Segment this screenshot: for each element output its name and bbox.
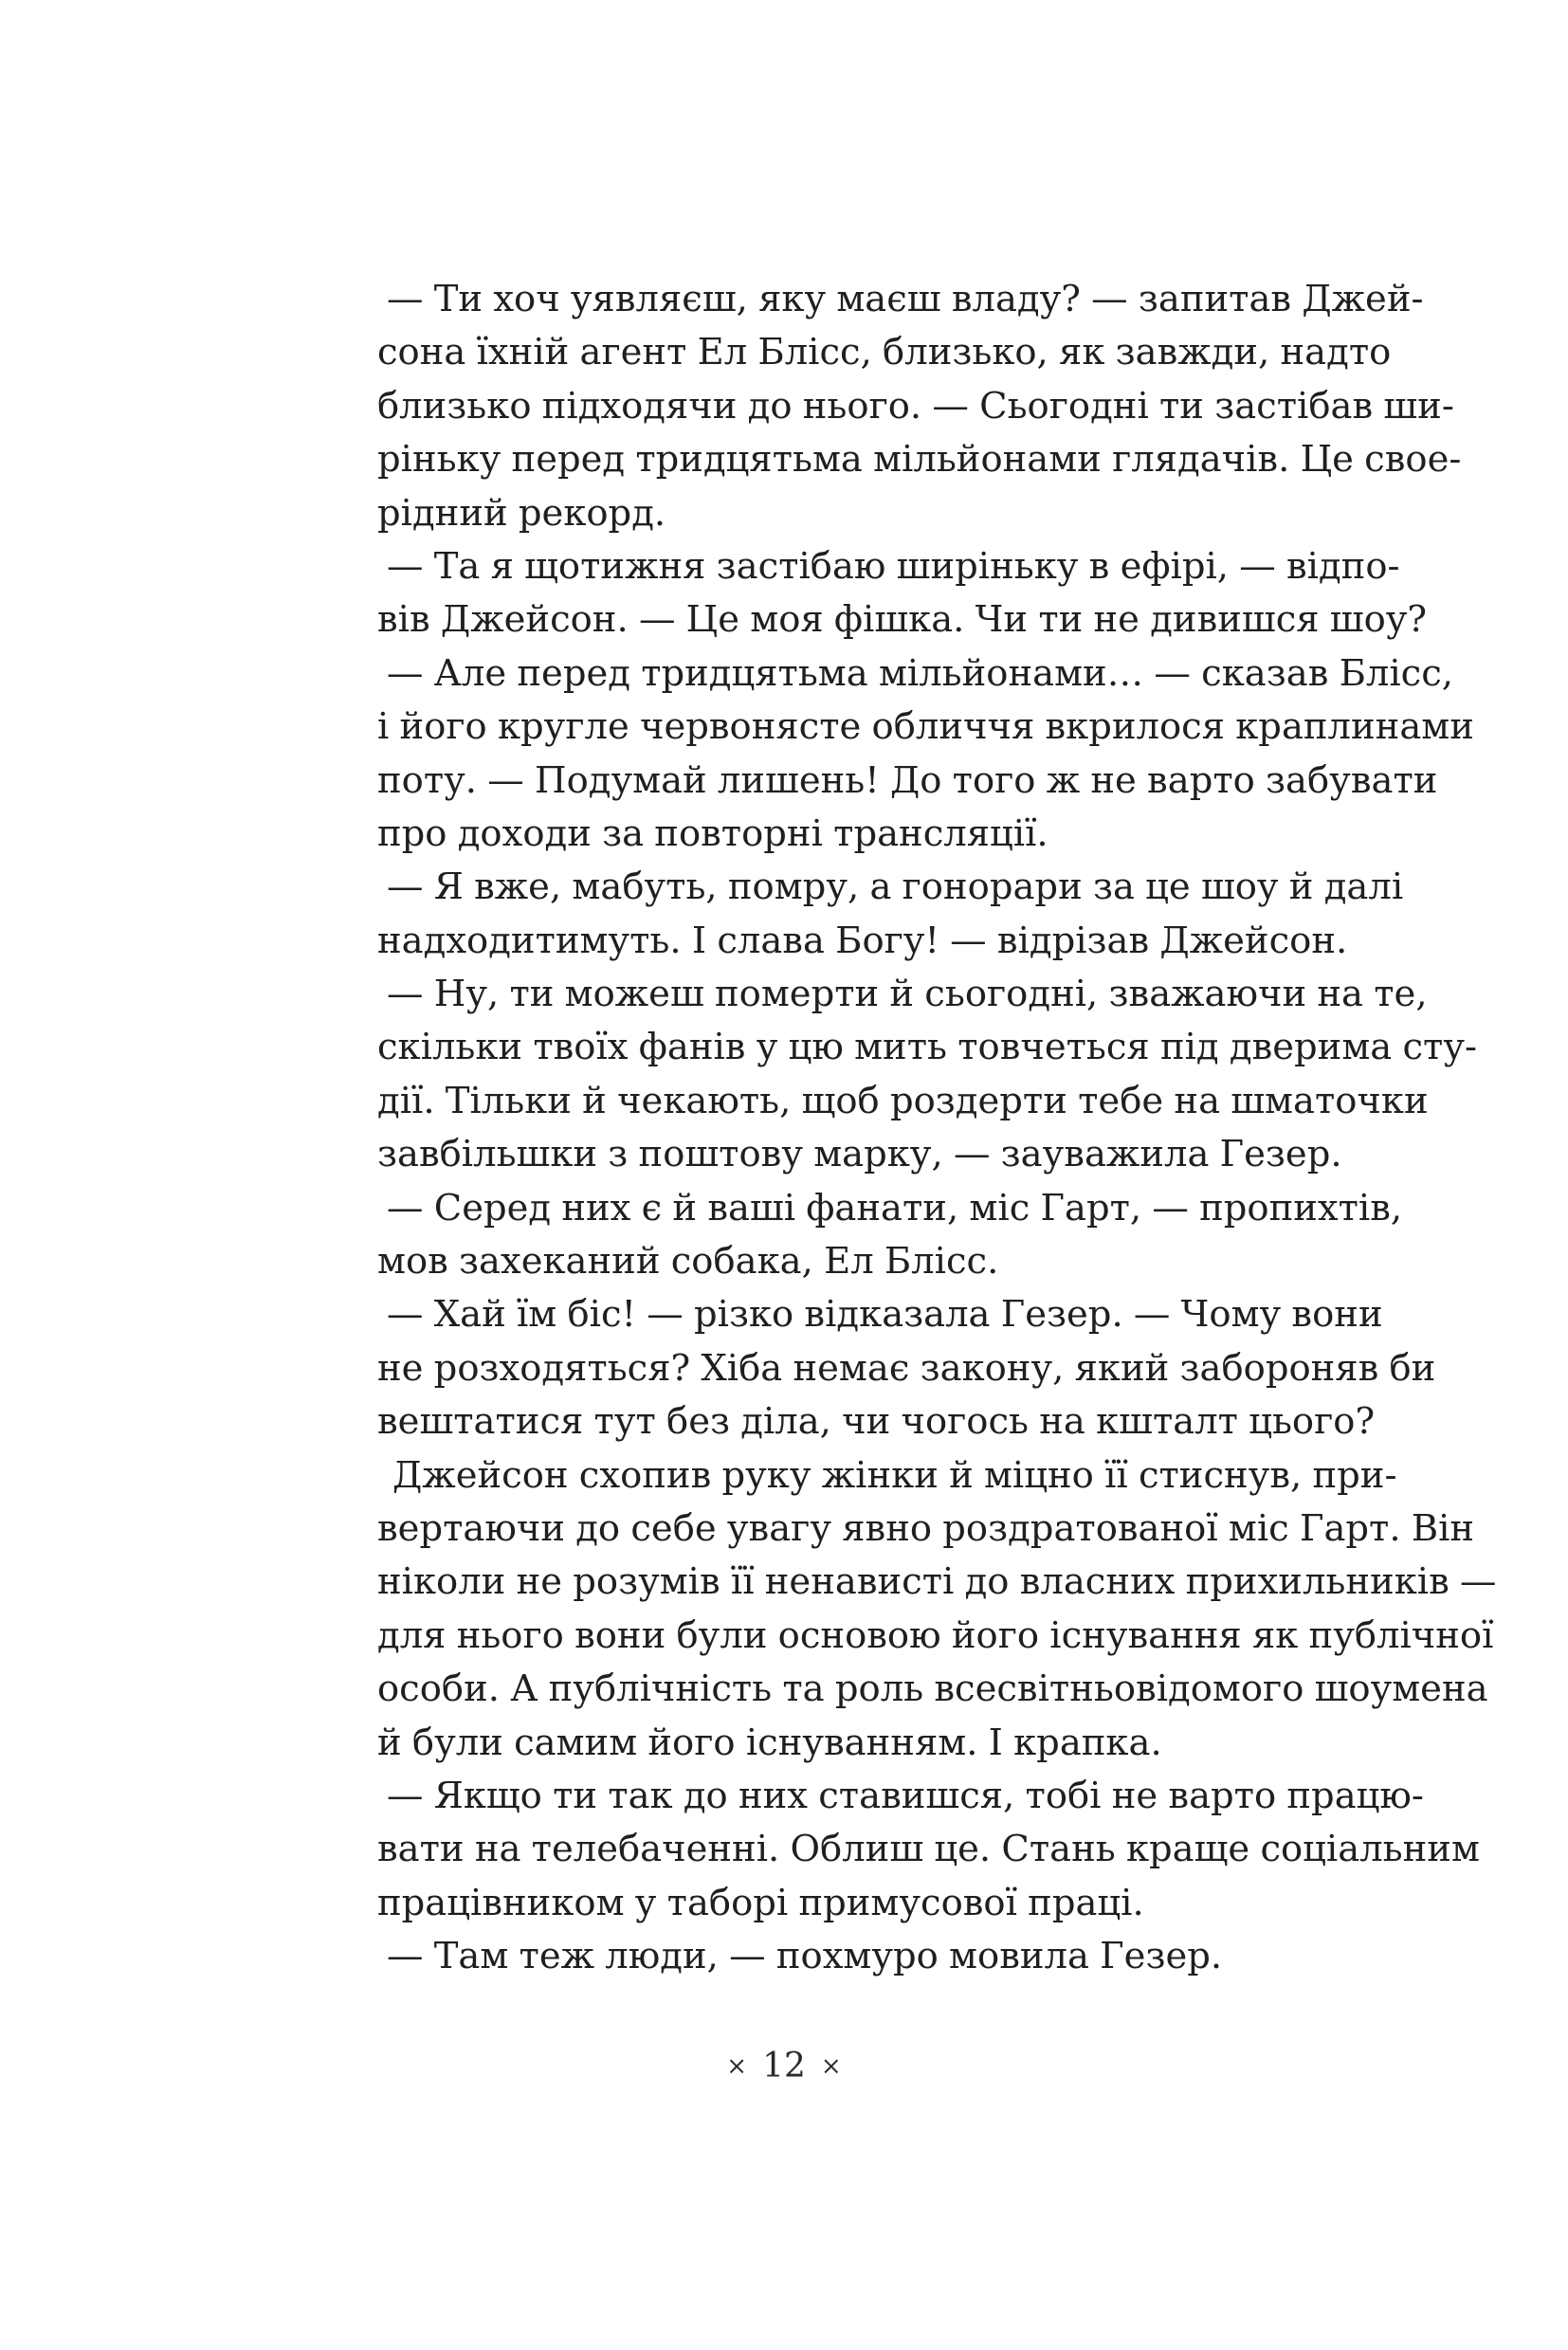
text-line: — Серед них є й ваші фанати, міс Гарт, — пропихтів,	[387, 1186, 1403, 1230]
text-line: вештатися тут без діла, чи чогось на кшталт цього?	[377, 1400, 1376, 1444]
text-line: сона їхній агент Ел Блісс, близько, як завжди, надто	[377, 331, 1392, 374]
text-line: Джейсон схопив руку жінки й міцно її стиснув, при-	[392, 1453, 1397, 1497]
text-line: вів Джейсон. — Це моя фішка. Чи ти не дивишся шоу?	[377, 598, 1428, 642]
text-line: — Ну, ти можеш померти й сьогодні, зважаючи на те,	[387, 973, 1428, 1016]
text-line: — Ти хоч уявляєш, яку маєш владу? — запитав Джей-	[387, 278, 1424, 320]
text-line: — Та я щотижня застібаю ширіньку в ефірі, — відпо-	[387, 544, 1400, 588]
folio-ornament-right: ×	[820, 2052, 842, 2081]
text-line: працівником у таборі примусової праці.	[377, 1881, 1144, 1924]
text-line: скільки твоїх фанів у цю мить товчеться під дверима сту-	[377, 1026, 1478, 1069]
text-line: не розходяться? Хіба немає закону, який забороняв би	[377, 1346, 1436, 1390]
text-line: — Я вже, мабуть, помру, а гонорари за це шоу й далі	[387, 865, 1404, 909]
text-line: вати на телебаченні. Облиш це. Стань краще соціальним	[377, 1828, 1480, 1871]
text-line: завбільшки з поштову марку, — зауважила Гезер.	[377, 1133, 1342, 1176]
text-line: для нього вони були основою його існування як публічної	[377, 1613, 1494, 1657]
text-line: — Там теж люди, — похмуро мовила Гезер.	[387, 1935, 1223, 1978]
folio-ornament-left: ×	[726, 2052, 748, 2081]
text-line: особи. А публічність та роль всесвітньовідомого шоумена	[377, 1667, 1488, 1711]
text-line: дії. Тільки й чекають, щоб роздерти тебе на шматочки	[377, 1079, 1429, 1122]
page-number-value: 12	[762, 2047, 806, 2086]
text-line: ріньку перед тридцятьма мільйонами глядачів. Це свое-	[377, 438, 1462, 482]
text-line: — Але перед тридцятьма мільйонами… — сказав Блісс,	[387, 651, 1454, 695]
text-line: про доходи за повторні трансляції.	[377, 811, 1048, 855]
text-line: близько підходячи до нього. — Сьогодні ти застібав ши-	[377, 384, 1454, 428]
text-line: ніколи не розумів її ненависті до власних прихильників —	[377, 1560, 1497, 1604]
text-line: рідний рекорд.	[377, 491, 666, 535]
text-line: вертаючи до себе увагу явно роздратованої міс Гарт. Він	[377, 1506, 1475, 1550]
text-line: — Якщо ти так до них ставишся, тобі не варто працю-	[387, 1774, 1424, 1817]
text-line: надходитимуть. І слава Богу! — відрізав Джейсон.	[377, 919, 1348, 962]
text-line: мов захеканий собака, Ел Блісс.	[377, 1240, 999, 1284]
page-body	[377, 273, 1497, 1984]
text-line: й були самим його існуванням. І крапка.	[377, 1721, 1162, 1764]
text-line: поту. — Подумай лишень! До того ж не варто забувати	[377, 758, 1438, 802]
text-line: і його кругле червонясте обличчя вкрилося краплинами	[377, 705, 1474, 749]
text-line: — Хай їм біс! — різко відказала Гезер. — Чому вони	[387, 1293, 1383, 1337]
page-number	[0, 2046, 1568, 2087]
